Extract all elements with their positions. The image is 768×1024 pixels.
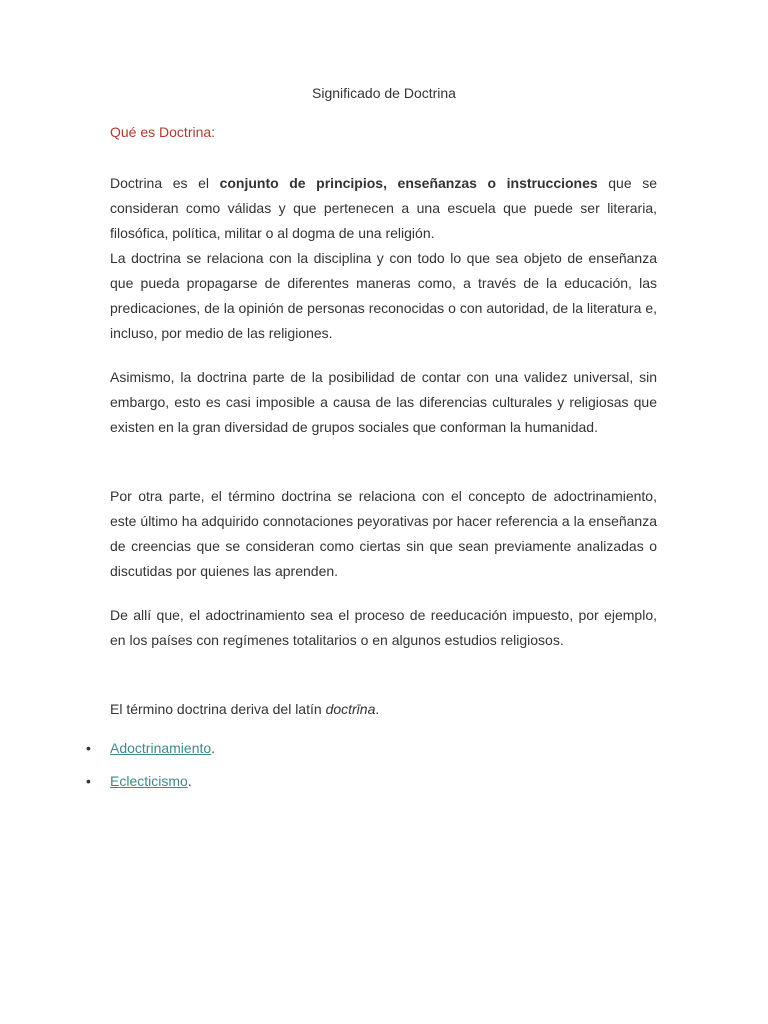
link-eclecticismo[interactable]: Eclecticismo	[110, 773, 188, 789]
list-item	[86, 740, 215, 765]
link-suffix: .	[187, 773, 192, 789]
paragraph-4	[110, 603, 657, 653]
etymology-period: .	[375, 701, 380, 717]
definition-bold-phrase: conjunto de principios, enseñanzas o instrucciones	[219, 175, 598, 191]
paragraph-universal: Asimismo, la doctrina parte de la posibilidad de contar con una validez universal, sin embargo, esto es casi imposible a causa de las diferencias culturales y religiosas que existen en la gran diversidad de grupos sociales que conforman la humanidad.	[110, 369, 657, 435]
paragraph-3	[110, 484, 657, 584]
paragraph-etymology	[110, 697, 657, 722]
paragraph-reeducation: De allí que, el adoctrinamiento sea el proceso de reeducación impuesto, por ejemplo, en los países con regímenes totalitarios o en algunos estudios religiosos.	[110, 607, 657, 648]
section-heading: Qué es Doctrina:	[110, 124, 216, 140]
latin-word: doctrīna	[325, 701, 376, 717]
paragraph-definition	[110, 171, 657, 246]
paragraph-5	[110, 697, 657, 722]
definition-text-end: que se consideran como válidas y que pertenecen a una escuela que puede ser literaria, filosófica, política, militar o al dogma de una religión.	[110, 175, 658, 241]
related-links-list	[86, 740, 215, 806]
link-suffix: .	[211, 740, 216, 756]
bullet-icon: •	[86, 773, 91, 789]
paragraph-indoctrination: Por otra parte, el término doctrina se relaciona con el concepto de adoctrinamiento, este último ha adquirido connotaciones peyorativas por hacer referencia a la enseñanza de creencias que se consideran como ciertas sin que sean previamente analizadas o discutidas por quienes las aprenden.	[110, 488, 657, 579]
paragraph-relation: La doctrina se relaciona con la disciplina y con todo lo que sea objeto de enseñanza que pueda propagarse de diferentes maneras como, a través de la educación, las predicaciones, de la opinión de personas reconocidas o con autoridad, de la literatura e, incluso, por medio de las religiones.	[110, 250, 657, 341]
paragraph-2	[110, 365, 657, 440]
paragraph-1	[110, 171, 657, 346]
definition-text-start: Doctrina es el	[110, 175, 220, 191]
list-item	[86, 773, 215, 798]
etymology-text: El término doctrina deriva del latín	[110, 701, 326, 717]
bullet-icon: •	[86, 740, 91, 756]
document-title: Significado de Doctrina	[312, 85, 456, 101]
link-adoctrinamiento[interactable]: Adoctrinamiento	[110, 740, 212, 756]
